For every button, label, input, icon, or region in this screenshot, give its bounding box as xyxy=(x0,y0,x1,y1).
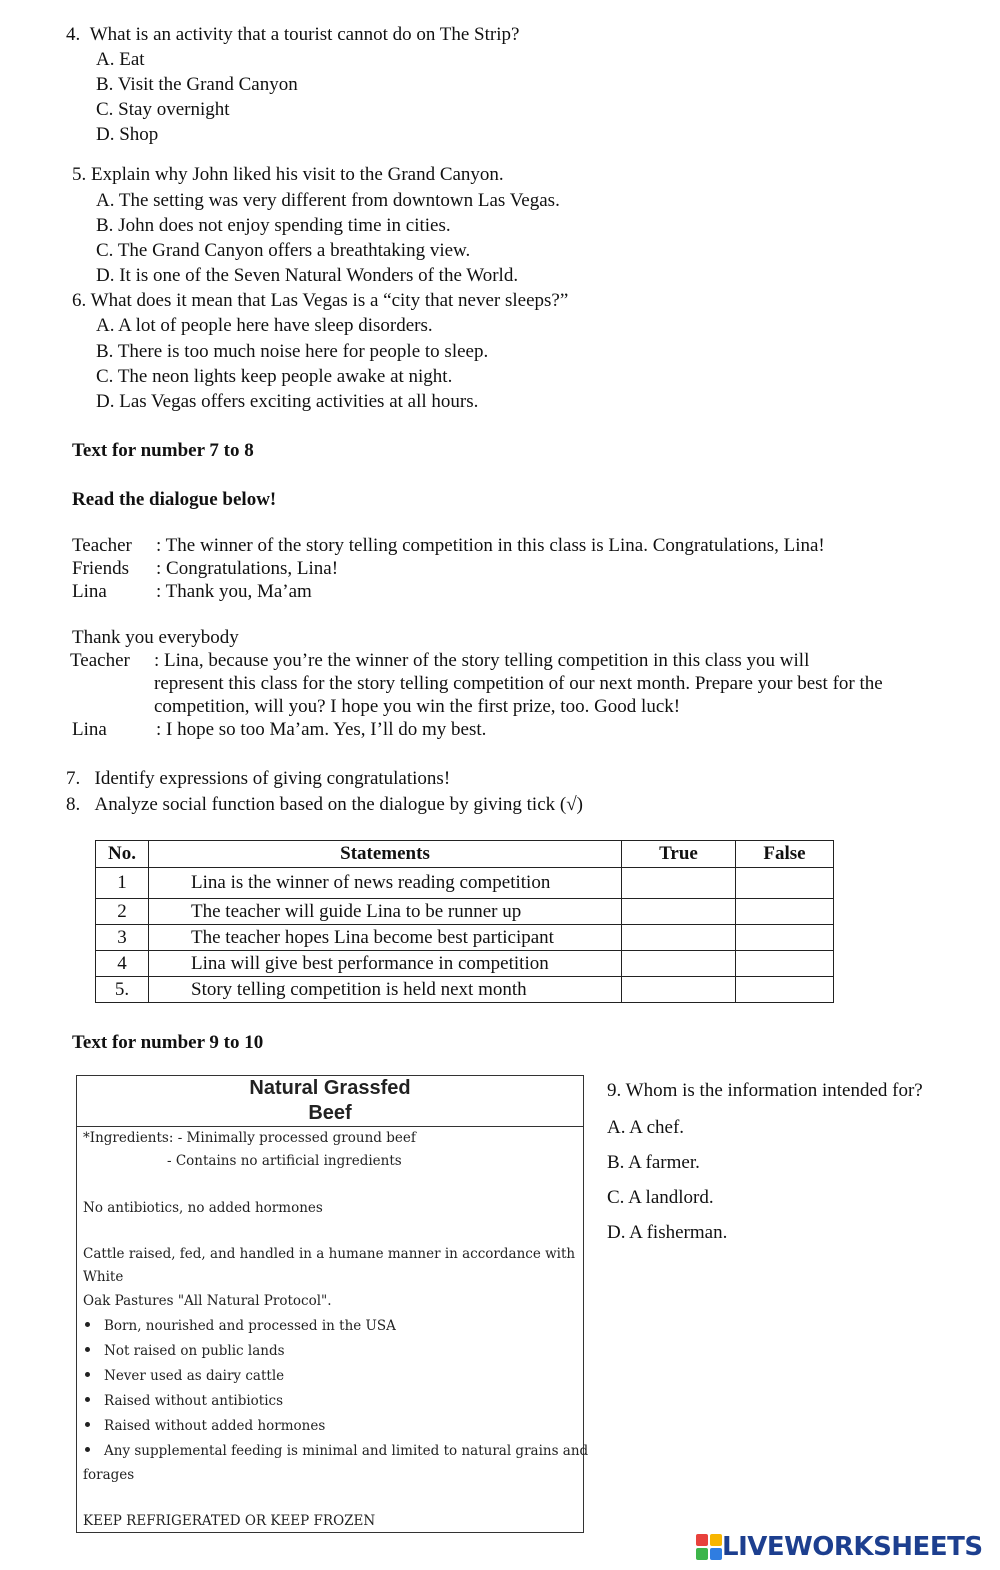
label-bullet xyxy=(85,1318,396,1334)
header-true: True xyxy=(622,841,736,868)
row-statement: Lina is the winner of news reading competition xyxy=(149,868,622,899)
label-cattle-text: Cattle raised, fed, and handled in a humane manner in accordance with xyxy=(83,1246,576,1262)
label-bullet xyxy=(85,1393,283,1409)
question-7-text: 7. Identify expressions of giving congratulations! xyxy=(66,768,451,789)
row-statement: Lina will give best performance in competition xyxy=(149,951,622,977)
true-cell[interactable] xyxy=(622,977,736,1003)
true-cell[interactable] xyxy=(622,899,736,925)
row-statement: The teacher hopes Lina become best participant xyxy=(149,925,622,951)
q5-option-c: C. The Grand Canyon offers a breathtaking view. xyxy=(96,240,471,261)
label-bullet xyxy=(85,1443,588,1459)
label-storage: KEEP REFRIGERATED OR KEEP FROZEN xyxy=(83,1513,376,1529)
bullet-text: Born, nourished and processed in the USA xyxy=(104,1318,396,1334)
question-6-text: 6. What does it mean that Las Vegas is a “city that never sleeps?” xyxy=(72,290,569,311)
bullet-text: Never used as dairy cattle xyxy=(104,1368,285,1384)
table-header-row xyxy=(96,841,834,868)
q5-option-d: D. It is one of the Seven Natural Wonders of the World. xyxy=(96,265,519,286)
dialogue-speaker: Lina xyxy=(72,581,107,602)
row-number: 3 xyxy=(96,925,149,951)
header-statements: Statements xyxy=(149,841,622,868)
header-false: False xyxy=(736,841,834,868)
true-cell[interactable] xyxy=(622,951,736,977)
q4-option-b: B. Visit the Grand Canyon xyxy=(96,74,298,95)
row-number: 1 xyxy=(96,868,149,899)
q6-option-c: C. The neon lights keep people awake at night. xyxy=(96,366,453,387)
beef-label xyxy=(76,1075,589,1533)
table-row xyxy=(96,899,834,925)
label-bullet-continuation: forages xyxy=(83,1467,135,1483)
dialogue-instruction: Read the dialogue below! xyxy=(72,489,277,510)
label-cattle-text: White xyxy=(83,1269,124,1285)
row-statement: Story telling competition is held next month xyxy=(149,977,622,1003)
true-cell[interactable] xyxy=(622,925,736,951)
row-number: 5. xyxy=(96,977,149,1003)
table-row xyxy=(96,925,834,951)
q9-option-b: B. A farmer. xyxy=(607,1152,700,1173)
table-row xyxy=(96,868,834,899)
false-cell[interactable] xyxy=(736,925,834,951)
label-bullet xyxy=(85,1368,284,1384)
label-bullet xyxy=(85,1343,285,1359)
dialogue-line: : Congratulations, Lina! xyxy=(156,558,339,579)
row-number: 4 xyxy=(96,951,149,977)
liveworksheets-logo-icon xyxy=(696,1534,722,1560)
dialogue-speaker: Lina xyxy=(72,719,107,740)
row-statement: The teacher will guide Lina to be runner up xyxy=(149,899,622,925)
dialogue-line: competition, will you? I hope you win the first prize, too. Good luck! xyxy=(154,696,681,717)
q6-option-a: A. A lot of people here have sleep disorders. xyxy=(96,315,433,336)
dialogue-speaker: Friends xyxy=(72,558,129,579)
false-cell[interactable] xyxy=(736,951,834,977)
question-8-text: 8. Analyze social function based on the dialogue by giving tick (√) xyxy=(66,794,583,815)
bullet-icon xyxy=(85,1322,90,1327)
question-9-text: 9. Whom is the information intended for? xyxy=(607,1080,923,1101)
table-row xyxy=(96,951,834,977)
q5-option-a: A. The setting was very different from downtown Las Vegas. xyxy=(96,190,560,211)
q4-option-a: A. Eat xyxy=(96,49,145,70)
bullet-text: Raised without added hormones xyxy=(104,1418,326,1434)
question-4-text: 4. What is an activity that a tourist cannot do on The Strip? xyxy=(66,24,520,45)
dialogue-speaker: Teacher xyxy=(72,535,132,556)
section-7-8-heading: Text for number 7 to 8 xyxy=(72,440,254,461)
label-ingredients: *Ingredients: - Minimally processed ground beef xyxy=(83,1130,416,1146)
dialogue-speaker: Teacher xyxy=(70,650,130,671)
bullet-text: Raised without antibiotics xyxy=(104,1393,284,1409)
dialogue-line: : Thank you, Ma’am xyxy=(156,581,312,602)
q9-option-d: D. A fisherman. xyxy=(607,1222,728,1243)
row-number: 2 xyxy=(96,899,149,925)
dialogue-line: represent this class for the story telling competition of our next month. Prepare your best for the xyxy=(154,673,883,694)
label-title xyxy=(77,1076,583,1127)
false-cell[interactable] xyxy=(736,899,834,925)
bullet-icon xyxy=(85,1372,90,1377)
question-5-text: 5. Explain why John liked his visit to the Grand Canyon. xyxy=(72,164,504,185)
label-title-line2: Beef xyxy=(308,1102,352,1124)
q4-option-d: D. Shop xyxy=(96,124,159,145)
bullet-text: Not raised on public lands xyxy=(104,1343,285,1359)
q9-option-a: A. A chef. xyxy=(607,1117,685,1138)
q5-option-b: B. John does not enjoy spending time in cities. xyxy=(96,215,451,236)
bullet-icon xyxy=(85,1347,90,1352)
table-row xyxy=(96,977,834,1003)
false-cell[interactable] xyxy=(736,977,834,1003)
label-title-line1: Natural Grassfed xyxy=(249,1077,411,1099)
dialogue-thanks: Thank you everybody xyxy=(72,627,239,648)
true-cell[interactable] xyxy=(622,868,736,899)
q4-option-c: C. Stay overnight xyxy=(96,99,230,120)
section-9-10-heading: Text for number 9 to 10 xyxy=(72,1032,264,1053)
bullet-icon xyxy=(85,1422,90,1427)
bullet-icon xyxy=(85,1397,90,1402)
dialogue-line: : Lina, because you’re the winner of the story telling competition in this class you will xyxy=(154,650,810,671)
q9-option-c: C. A landlord. xyxy=(607,1187,714,1208)
q6-option-d: D. Las Vegas offers exciting activities at all hours. xyxy=(96,391,479,412)
liveworksheets-logo[interactable] xyxy=(696,1532,983,1562)
label-no-antibiotics: No antibiotics, no added hormones xyxy=(83,1200,323,1216)
label-bullet xyxy=(85,1418,325,1434)
header-no: No. xyxy=(96,841,149,868)
bullet-text: Any supplemental feeding is minimal and limited to natural grains and xyxy=(104,1443,589,1459)
liveworksheets-logo-text: LIVEWORKSHEETS xyxy=(722,1532,983,1562)
bullet-icon xyxy=(85,1447,90,1452)
label-ingredients: - Contains no artificial ingredients xyxy=(167,1153,402,1169)
statements-table xyxy=(95,840,834,1003)
dialogue-line: : The winner of the story telling competition in this class is Lina. Congratulations, Lina! xyxy=(156,535,825,556)
q6-option-b: B. There is too much noise here for people to sleep. xyxy=(96,341,489,362)
label-cattle-text: Oak Pastures "All Natural Protocol". xyxy=(83,1293,332,1309)
false-cell[interactable] xyxy=(736,868,834,899)
dialogue-line: : I hope so too Ma’am. Yes, I’ll do my best. xyxy=(156,719,487,740)
